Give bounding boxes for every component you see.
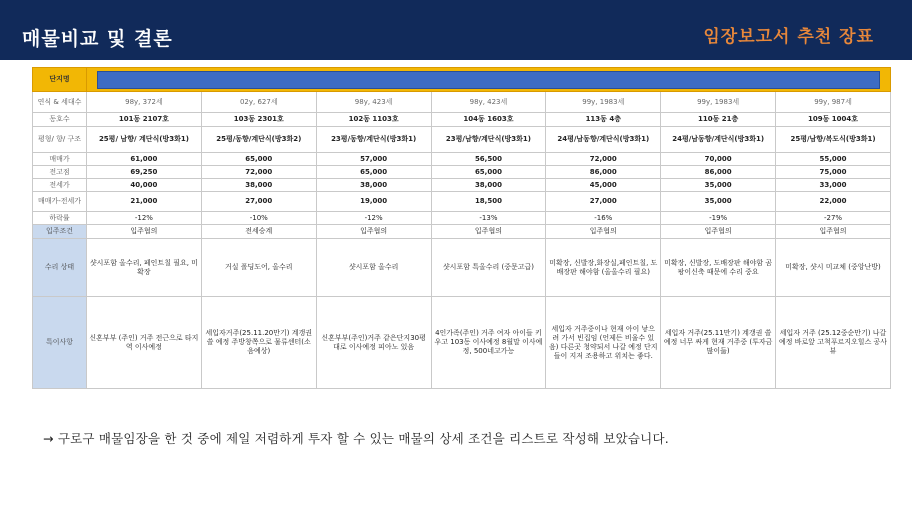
table-cell: 86,000 xyxy=(661,166,776,179)
table-cell: 세입자거주(25.11.20만기) 계갱권 쓸 예정 주방창쪽으로 물류센터(소음예상) xyxy=(201,297,316,389)
table-cell: 65,000 xyxy=(201,153,316,166)
table-cell: 65,000 xyxy=(431,166,546,179)
table-cell: -16% xyxy=(546,212,661,225)
table-cell: 99y, 1983세 xyxy=(546,92,661,113)
table-cell: 35,000 xyxy=(661,179,776,192)
table-cell: 72,000 xyxy=(546,153,661,166)
table-cell: 세입자 거주중이나 현재 아이 낳으려 가서 빈집임 (언제든 비울수 있음) 다른곳 청약되서 나갈 예정 단지들이 지저 조용하고 위치는 좋다. xyxy=(546,297,661,389)
table-cell: -27% xyxy=(776,212,891,225)
table-cell: 27,000 xyxy=(201,192,316,212)
table-cell: 19,000 xyxy=(316,192,431,212)
table-row xyxy=(33,153,891,166)
table-cell: 65,000 xyxy=(316,166,431,179)
row-label: 전고점 xyxy=(33,166,87,179)
comparison-table xyxy=(32,67,891,389)
table-cell: 99y, 987세 xyxy=(776,92,891,113)
table-cell: 4인가족(주인) 거주 여자 아이들 키우고 103동 이사예정 8월말 이사예정, 500네고가능 xyxy=(431,297,546,389)
table-cell: 23평/남향/계단식(방3화1) xyxy=(431,127,546,153)
conclusion-note: → 구로구 매물임장을 한 것 중에 제일 저렴하게 투자 할 수 있는 매물의 상세 조건을 리스트로 작성해 보았습니다. xyxy=(43,431,669,446)
table-cell: 103동 2301호 xyxy=(201,113,316,127)
table-row xyxy=(33,239,891,297)
table-cell: 미확장, 신발장,화장실,페인트칠, 도배장판 해야함 (올올수리 필요) xyxy=(546,239,661,297)
table-cell: 미확장, 신발장, 도배장판 해야함 곰팡이신축 때문에 수리 중요 xyxy=(661,239,776,297)
table-cell: 입주협의 xyxy=(546,225,661,239)
danji-name-cell xyxy=(87,68,891,92)
table-cell: 25평/남향/복도식(방3화1) xyxy=(776,127,891,153)
table-cell: -13% xyxy=(431,212,546,225)
table-row xyxy=(33,192,891,212)
table-cell: 18,500 xyxy=(431,192,546,212)
table-cell: -12% xyxy=(316,212,431,225)
table-row xyxy=(33,225,891,239)
table-cell: 거실 폴딩도어, 올수리 xyxy=(201,239,316,297)
row-label: 전세가 xyxy=(33,179,87,192)
table-cell: 입주협의 xyxy=(87,225,202,239)
table-cell: 45,000 xyxy=(546,179,661,192)
row-label: 매매가 xyxy=(33,153,87,166)
table-cell: 102동 1103호 xyxy=(316,113,431,127)
table-cell: -10% xyxy=(201,212,316,225)
row-label: 수리 상태 xyxy=(33,239,87,297)
table-cell: 113동 4층 xyxy=(546,113,661,127)
table-cell: 35,000 xyxy=(661,192,776,212)
table-cell: 69,250 xyxy=(87,166,202,179)
table-cell: 23평/동향/계단식(방3화1) xyxy=(316,127,431,153)
table-cell: 25평/동향/계단식(방3화2) xyxy=(201,127,316,153)
row-label: 연식 & 세대수 xyxy=(33,92,87,113)
table-row xyxy=(33,212,891,225)
table-row xyxy=(33,127,891,153)
table-cell: 24평/남동향/계단식(방3화1) xyxy=(546,127,661,153)
table-cell: 신혼부부(주인)거주 같은단지30평대로 이사예정 피아노 있음 xyxy=(316,297,431,389)
table-cell: 24평/남동향/계단식(방3화1) xyxy=(661,127,776,153)
table-cell: 38,000 xyxy=(201,179,316,192)
table-cell: 미확장, 샷시 미교체 (중앙난방) xyxy=(776,239,891,297)
table-cell: 02y, 627세 xyxy=(201,92,316,113)
table-cell: 75,000 xyxy=(776,166,891,179)
row-label: 하락률 xyxy=(33,212,87,225)
row-label: 동호수 xyxy=(33,113,87,127)
table-cell: -12% xyxy=(87,212,202,225)
table-cell: 세입자 거주 (25.12중순만기) 나갈예정 바로앞 고척푸르지오힐스 공사뷰 xyxy=(776,297,891,389)
danji-row xyxy=(33,68,891,92)
table-cell: 101동 2107호 xyxy=(87,113,202,127)
danji-label: 단지명 xyxy=(33,68,87,92)
table-cell: 25평/ 남향/ 계단식(방3화1) xyxy=(87,127,202,153)
table-cell: 33,000 xyxy=(776,179,891,192)
table-cell: 86,000 xyxy=(546,166,661,179)
page-subtitle: 임장보고서 추천 장표 xyxy=(703,27,874,47)
table-cell: 샷시포함 특올수리 (중문고급) xyxy=(431,239,546,297)
table-cell: 110동 21층 xyxy=(661,113,776,127)
table-cell: 70,000 xyxy=(661,153,776,166)
table-cell: 98y, 423세 xyxy=(431,92,546,113)
table-cell: 입주협의 xyxy=(316,225,431,239)
table-cell: 40,000 xyxy=(87,179,202,192)
table-cell: -19% xyxy=(661,212,776,225)
table-cell: 57,000 xyxy=(316,153,431,166)
table-cell: 27,000 xyxy=(546,192,661,212)
table-cell: 38,000 xyxy=(316,179,431,192)
table-row xyxy=(33,113,891,127)
row-label: 평형/ 향/ 구조 xyxy=(33,127,87,153)
table-cell: 입주협의 xyxy=(661,225,776,239)
table-cell: 신혼부부 (주인) 거주 전근으로 타지역 이사예정 xyxy=(87,297,202,389)
table-cell: 샷시포함 올수리 xyxy=(316,239,431,297)
row-label: 매매가-전세가 xyxy=(33,192,87,212)
row-label: 입주조건 xyxy=(33,225,87,239)
table-cell: 22,000 xyxy=(776,192,891,212)
table-cell: 98y, 372세 xyxy=(87,92,202,113)
table-cell: 입주협의 xyxy=(776,225,891,239)
table-cell: 전세승계 xyxy=(201,225,316,239)
table-row xyxy=(33,166,891,179)
danji-name-redacted-bar xyxy=(97,71,880,89)
table-row xyxy=(33,92,891,113)
table-cell: 38,000 xyxy=(431,179,546,192)
table-cell: 입주협의 xyxy=(431,225,546,239)
page-header xyxy=(0,0,912,60)
table-cell: 56,500 xyxy=(431,153,546,166)
table-row xyxy=(33,179,891,192)
table-cell: 샷시포함 올수리, 페인트칠 필요, 미확장 xyxy=(87,239,202,297)
row-label: 특이사항 xyxy=(33,297,87,389)
table-cell: 98y, 423세 xyxy=(316,92,431,113)
table-cell: 72,000 xyxy=(201,166,316,179)
table-cell: 21,000 xyxy=(87,192,202,212)
table-cell: 55,000 xyxy=(776,153,891,166)
page-title: 매물비교 및 결론 xyxy=(22,28,173,50)
table-cell: 61,000 xyxy=(87,153,202,166)
table-cell: 104동 1603호 xyxy=(431,113,546,127)
table-cell: 세입자 거주(25.11만기) 계갱권 쓸 예정 너무 싸게 현재 거주중 (투자금 많이듦) xyxy=(661,297,776,389)
table-cell: 109동 1004호 xyxy=(776,113,891,127)
table-row xyxy=(33,297,891,389)
table-cell: 99y, 1983세 xyxy=(661,92,776,113)
